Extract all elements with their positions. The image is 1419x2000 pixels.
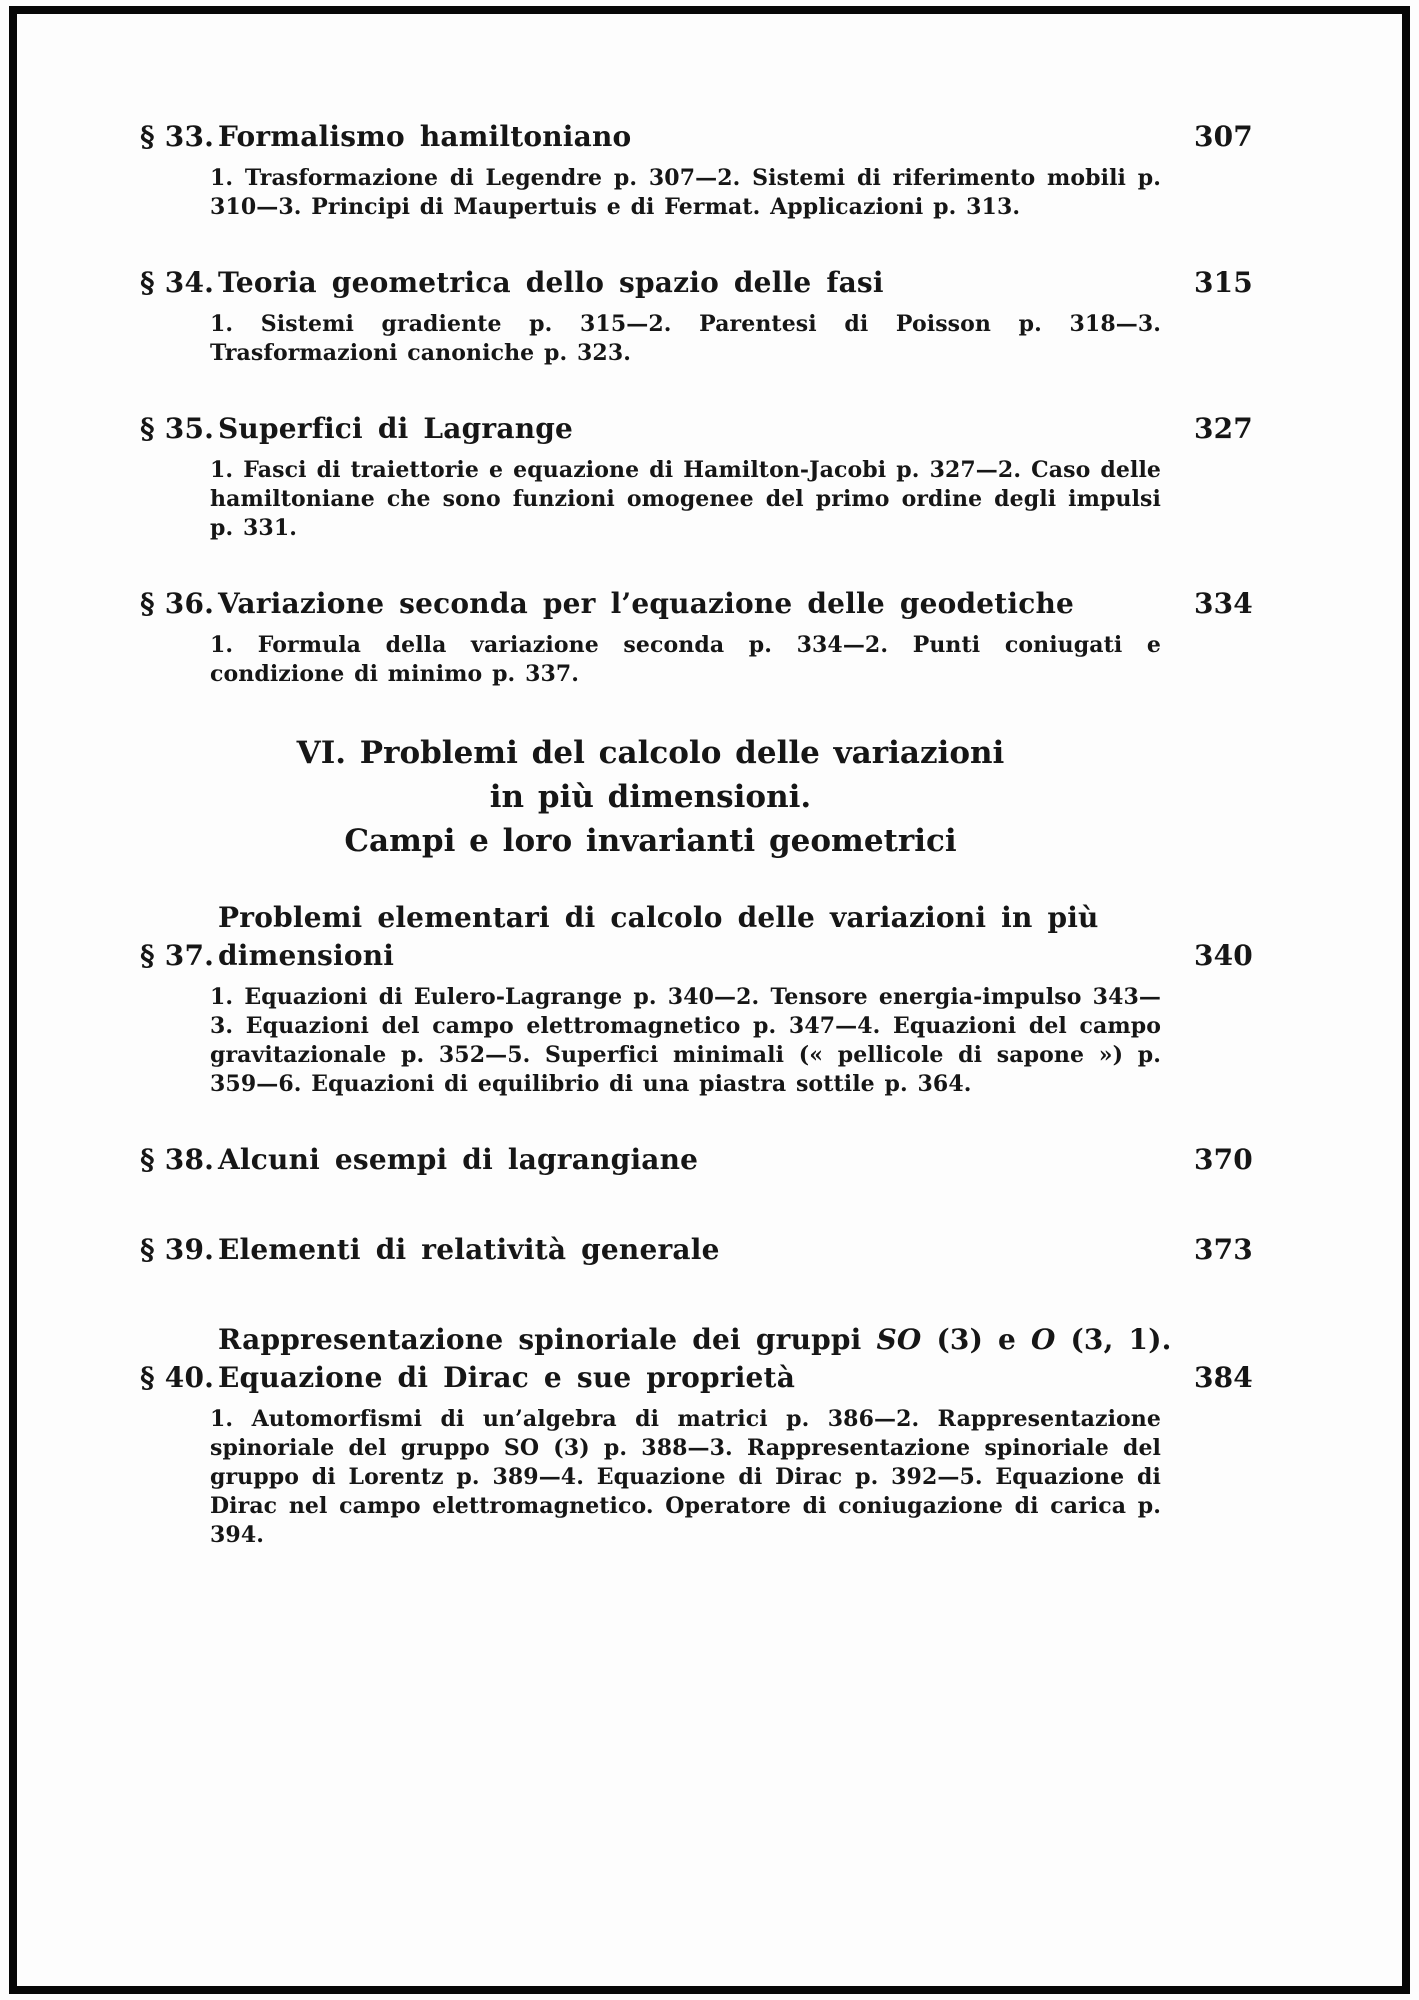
- section-title: [218, 899, 1191, 975]
- section-title-line: dimensioni: [218, 939, 395, 972]
- section-title: Teoria geometrica dello spazio delle fasi: [218, 266, 884, 299]
- section-title: Superfici di Lagrange: [218, 412, 574, 445]
- section-number: § 39.: [140, 1233, 215, 1266]
- section-number: § 34.: [140, 266, 215, 299]
- toc-entry-37: [140, 899, 1253, 1099]
- section-number: § 38.: [140, 1143, 215, 1176]
- section-detail: 1. Sistemi gradiente p. 315—2. Parentesi di Poisson p. 318—3. Trasformazioni canoniche p. 323.: [210, 311, 1161, 366]
- toc-entry-35: [140, 410, 1253, 543]
- section-number: § 36.: [140, 587, 215, 620]
- section-title-line: [218, 1321, 1173, 1359]
- toc-entry-head: [140, 1231, 1253, 1269]
- toc-entry-head: [140, 410, 1253, 448]
- section-title-line: Equazione di Dirac e sue proprietà: [218, 1361, 796, 1394]
- toc-entry-head: [140, 1321, 1253, 1397]
- toc-entry-head: [140, 585, 1253, 623]
- toc-entry-34: [140, 264, 1253, 368]
- section-detail: 1. Fasci di traiettorie e equazione di Hamilton-Jacobi p. 327—2. Caso delle hamiltoniane che sono funzioni omogenee del primo ordine degli impulsi p. 331.: [210, 457, 1161, 541]
- toc-entry-head: [140, 118, 1253, 156]
- section-number: § 40.: [140, 1361, 215, 1394]
- section-number: § 37.: [140, 939, 215, 972]
- chapter-heading: [140, 731, 1161, 863]
- toc-entry-head: [140, 1141, 1253, 1179]
- chapter-heading-line: in più dimensioni.: [489, 779, 812, 815]
- toc-entry-head: [140, 264, 1253, 302]
- section-number: § 35.: [140, 412, 215, 445]
- section-detail: 1. Formula della variazione seconda p. 334—2. Punti coniugati e condizione di minimo p. 337.: [210, 632, 1161, 687]
- section-number: § 33.: [140, 120, 215, 153]
- chapter-heading-line: Campi e loro invarianti geometrici: [344, 823, 957, 859]
- section-title-segment: (3, 1).: [1055, 1323, 1172, 1356]
- page-number: 307: [1193, 120, 1253, 153]
- section-title: [218, 1321, 1191, 1397]
- toc-entry-38: [140, 1141, 1253, 1179]
- page-number: 327: [1193, 412, 1253, 445]
- section-title: Variazione seconda per l’equazione delle geodetiche: [218, 587, 1075, 620]
- toc-entry-33: [140, 118, 1253, 222]
- page-number: 340: [1193, 939, 1253, 972]
- section-detail: 1. Equazioni di Eulero-Lagrange p. 340—2. Tensore energia-impulso 343—3. Equazioni del campo elettromagnetico p. 347—4. Equazioni del campo gravitazionale p. 352—5. Superfici minimali (« pellicole di sapone ») p. 359—6. Equazioni di equilibrio di una piastra sottile p. 364.: [210, 984, 1161, 1097]
- page-number: 373: [1193, 1233, 1253, 1266]
- toc-entry-36: [140, 585, 1253, 689]
- section-title-segment: (3) e: [921, 1323, 1031, 1356]
- page-number: 334: [1193, 587, 1253, 620]
- toc-content: [140, 118, 1253, 1592]
- page-number: 384: [1193, 1361, 1253, 1394]
- section-title: Elementi di relatività generale: [218, 1233, 720, 1266]
- chapter-heading-line: VI. Problemi del calcolo delle variazioni: [296, 735, 1005, 771]
- page-number: 370: [1193, 1143, 1253, 1176]
- section-title: Alcuni esempi di lagrangiane: [218, 1143, 699, 1176]
- toc-entry-40: [140, 1321, 1253, 1550]
- section-detail: 1. Trasformazione di Legendre p. 307—2. Sistemi di riferimento mobili p. 310—3. Principi di Maupertuis e di Fermat. Applicazioni p. 313.: [210, 165, 1161, 220]
- section-title-line: Problemi elementari di calcolo delle variazioni in più: [218, 901, 1099, 934]
- page-number: 315: [1193, 266, 1253, 299]
- section-title-segment-italic: O: [1030, 1323, 1056, 1356]
- section-title-segment-italic: SO: [876, 1323, 922, 1356]
- section-title: Formalismo hamiltoniano: [218, 120, 632, 153]
- section-detail: 1. Automorfismi di un’algebra di matrici p. 386—2. Rappresentazione spinoriale del gruppo SO (3) p. 388—3. Rappresentazione spinoriale del gruppo di Lorentz p. 389—4. Equazione di Dirac p. 392—5. Equazione di Dirac nel campo elettromagnetico. Operatore di coniugazione di carica p. 394.: [210, 1406, 1161, 1548]
- toc-entry-head: [140, 899, 1253, 975]
- toc-entry-39: [140, 1231, 1253, 1269]
- section-title-segment: Rappresentazione spinoriale dei gruppi: [218, 1323, 877, 1356]
